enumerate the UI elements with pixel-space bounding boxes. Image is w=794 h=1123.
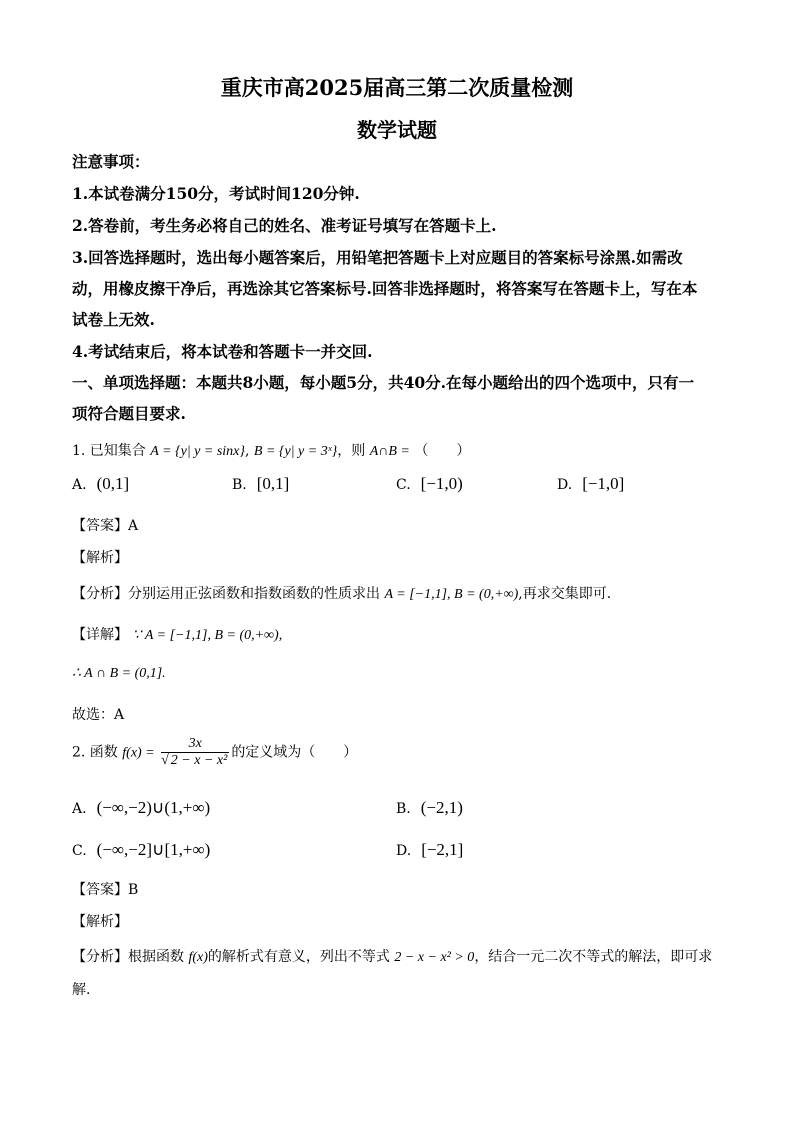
- q1-fenxi: 【分析】分别运用正弦函数和指数函数的性质求出 A = [−1,1], B = (0,+∞),再求交集即可.: [72, 586, 612, 602]
- q2-option-d: D. [−2,1]: [396, 840, 464, 859]
- q1-prefix: 1. 已知集合: [72, 443, 146, 459]
- notice-heading: 注意事项：: [72, 152, 150, 171]
- q1-answer: 【答案】A: [72, 518, 139, 534]
- q1-option-d: D. [−1,0]: [557, 474, 625, 493]
- q1-choose: 故选：A: [72, 707, 125, 723]
- notice-item-3: 3.回答选择题时，选出每小题答案后，用铅笔把答题卡上对应题目的答案标号涂黑.如需改: [72, 248, 683, 267]
- q2-answer: 【答案】B: [72, 882, 139, 898]
- notice-item-2: 2.答卷前，考生务必将自己的姓名、准考证号填写在答题卡上.: [72, 216, 497, 235]
- q1-expr: A∩B =: [369, 444, 410, 459]
- q2-fenxi: 【分析】根据函数 f(x)的解析式有意义，列出不等式 2 − x − x² > 0，结合一元二次不等式的解法，即可求: [72, 949, 713, 965]
- q1-set-a: A = {y| y = sinx}: [150, 444, 245, 459]
- q1-detail: 【详解】 ∵ A = [−1,1], B = (0,+∞),: [72, 627, 283, 643]
- q1-option-a: A. (0,1]: [72, 474, 130, 493]
- page-subtitle: 数学试题: [357, 118, 437, 142]
- question-1: 1. 已知集合 A = {y| y = sinx}, B = {y| y = 3ˣ}，则 A∩B = （ ）: [72, 443, 471, 459]
- q1-suffix: ，则: [337, 443, 366, 459]
- q2-option-c: C. (−∞,−2]∪[1,+∞): [72, 840, 211, 859]
- question-2: 2. 函数 f(x) = $\frac{3x}{\text{√ 2 − x − x²}}$ 的定义域为（ ）: [72, 736, 358, 768]
- notice-item-4: 4.考试结束后，将本试卷和答题卡一并交回.: [72, 342, 373, 361]
- q2-fenxi-end: 解.: [72, 982, 91, 998]
- notice-item-3-cont: 动，用橡皮擦干净后，再选涂其它答案标号.回答非选择题时，将答案写在答题卡上，写在本: [72, 279, 698, 298]
- q2-fraction: $\frac{3x}{\text{√ 2 − x − x²}}$: [161, 736, 228, 768]
- notice-item-3-end: 试卷上无效.: [72, 310, 155, 329]
- q1-analysis-label: 【解析】: [72, 550, 128, 566]
- section-heading-cont: 项符合题目要求.: [72, 404, 186, 423]
- notice-item-1: 1.本试卷满分150分，考试时间120分钟.: [72, 184, 360, 203]
- q2-option-a: A. (−∞,−2)∪(1,+∞): [72, 798, 211, 817]
- q1-detail-result: ∴ A ∩ B = (0,1].: [72, 666, 166, 681]
- section-heading: 一、单项选择题：本题共8小题，每小题5分，共40分.在每小题给出的四个选项中，只有一: [72, 373, 695, 392]
- q1-option-b: B. [0,1]: [232, 474, 290, 493]
- q2-option-b: B. (−2,1): [396, 798, 463, 817]
- q2-fx: f(x) =: [122, 745, 155, 761]
- q1-option-c: C. [−1,0): [396, 474, 463, 493]
- q1-paren: （ ）: [414, 443, 471, 459]
- q2-analysis-label: 【解析】: [72, 914, 128, 930]
- q1-set-b: B = {y| y = 3ˣ}: [253, 444, 338, 459]
- page-title: 重庆市高2025届高三第二次质量检测: [220, 75, 574, 100]
